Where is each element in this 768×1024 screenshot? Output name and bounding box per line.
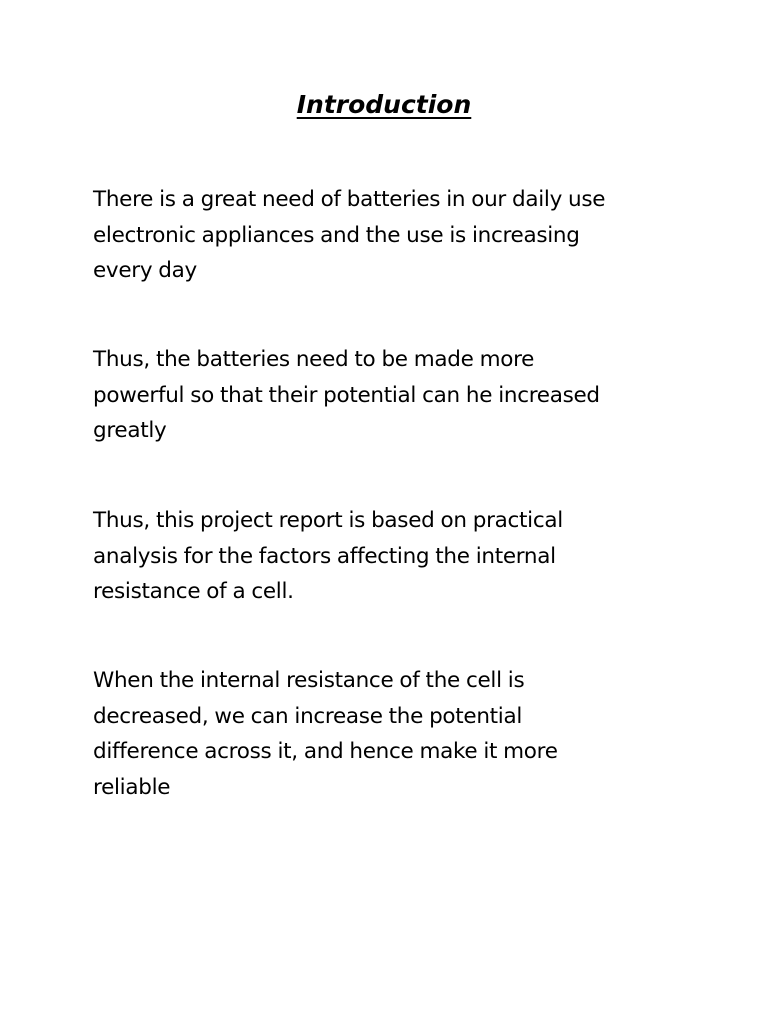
paragraph-line: decreased, we can increase the potential (93, 703, 523, 729)
page-title: Introduction (296, 90, 472, 119)
paragraph-line: difference across it, and hence make it more (93, 739, 558, 764)
paragraph-line: There is a great need of batteries in our daily use (93, 187, 606, 212)
paragraph-line: analysis for the factors affecting the internal (93, 543, 556, 569)
paragraph-line: resistance of a cell. (93, 579, 294, 604)
paragraph-line: every day (93, 258, 197, 283)
paragraph-line: greatly (93, 418, 167, 443)
paragraph-4 (93, 663, 693, 805)
paragraph-line: When the internal resistance of the cell is (93, 668, 525, 693)
paragraph-2 (93, 342, 693, 449)
paragraph-line: Thus, the batteries need to be made more (93, 347, 535, 372)
paragraph-line: electronic appliances and the use is increasing (93, 222, 580, 248)
paragraph-line: Thus, this project report is based on practical (93, 508, 563, 533)
paragraph-1 (93, 182, 693, 289)
paragraph-3 (93, 503, 693, 610)
paragraph-line: reliable (93, 774, 171, 800)
paragraph-line: powerful so that their potential can he increased (93, 382, 600, 408)
